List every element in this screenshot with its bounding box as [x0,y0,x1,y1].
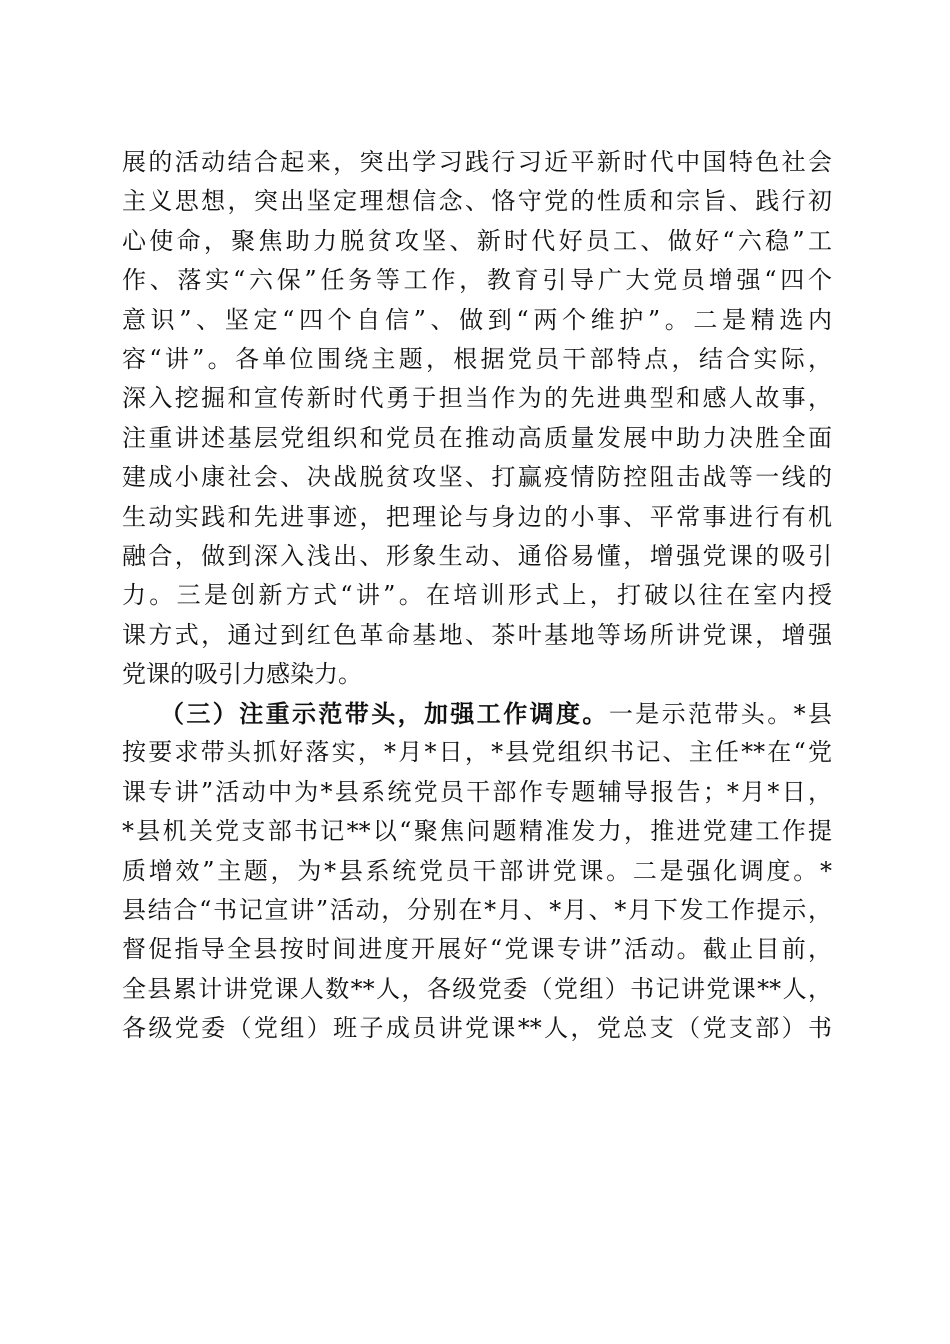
section-heading-line [122,694,832,733]
text-line: 主义思想，突出坚定理想信念、恪守党的性质和宗旨、践行初 [122,187,832,216]
text-line: 党课的吸引力感染力。 [122,660,362,689]
text-line: 心使命，聚焦助力脱贫攻坚、新时代好员工、做好“六稳”工 [122,226,832,255]
text-line: *县机关党支部书记**以“聚焦问题精准发力，推进党建工作提 [122,817,832,846]
text-line: 县结合“书记宣讲”活动，分别在*月、*月、*月下发工作提示， [122,895,832,924]
paragraph-1 [122,143,832,694]
text-line: 作、落实“六保”任务等工作，教育引导广大党员增强“四个 [122,266,832,295]
text-line: 按要求带头抓好落实，*月*日，*县党组织书记、主任**在“党 [122,738,832,767]
text-line: 力。三是创新方式“讲”。在培训形式上，打破以往在室内授 [122,581,832,610]
text-line: 课专讲”活动中为*县系统党员干部作专题辅导报告；*月*日， [122,777,832,806]
text-line: 各级党委（党组）班子成员讲党课**人，党总支（党支部）书 [122,1014,832,1043]
text-line: 建成小康社会、决战脱贫攻坚、打赢疫情防控阻击战等一线的 [122,463,832,492]
text-line: 展的活动结合起来，突出学习践行习近平新时代中国特色社会 [122,148,832,176]
text-line: 督促指导全县按时间进度开展好“党课专讲”活动。截止目前， [122,935,832,964]
text-line: 全县累计讲党课人数**人，各级党委（党组）书记讲党课**人， [122,974,832,1003]
text-line: 深入挖掘和宣传新时代勇于担当作为的先进典型和感人故事， [122,384,832,413]
text-line: 容“讲”。各单位围绕主题，根据党员干部特点，结合实际， [122,344,832,373]
section-heading: （三）注重示范带头，加强工作调度。 [160,699,609,728]
text-line: 课方式，通过到红色革命基地、茶叶基地等场所讲党课，增强 [122,620,832,649]
text-line: 生动实践和先进事迹，把理论与身边的小事、平常事进行有机 [122,502,832,531]
heading-line-rest: 一是示范带头。*县 [608,700,833,728]
text-line: 注重讲述基层党组织和党员在推动高质量发展中助力决胜全面 [122,423,832,452]
text-line: 融合，做到深入浅出、形象生动、通俗易懂，增强党课的吸引 [122,541,832,570]
paragraph-2 [122,694,832,1049]
text-line: 意识”、坚定“四个自信”、做到“两个维护”。二是精选内 [122,305,832,334]
text-line: 质增效”主题，为*县系统党员干部讲党课。二是强化调度。* [122,856,832,885]
